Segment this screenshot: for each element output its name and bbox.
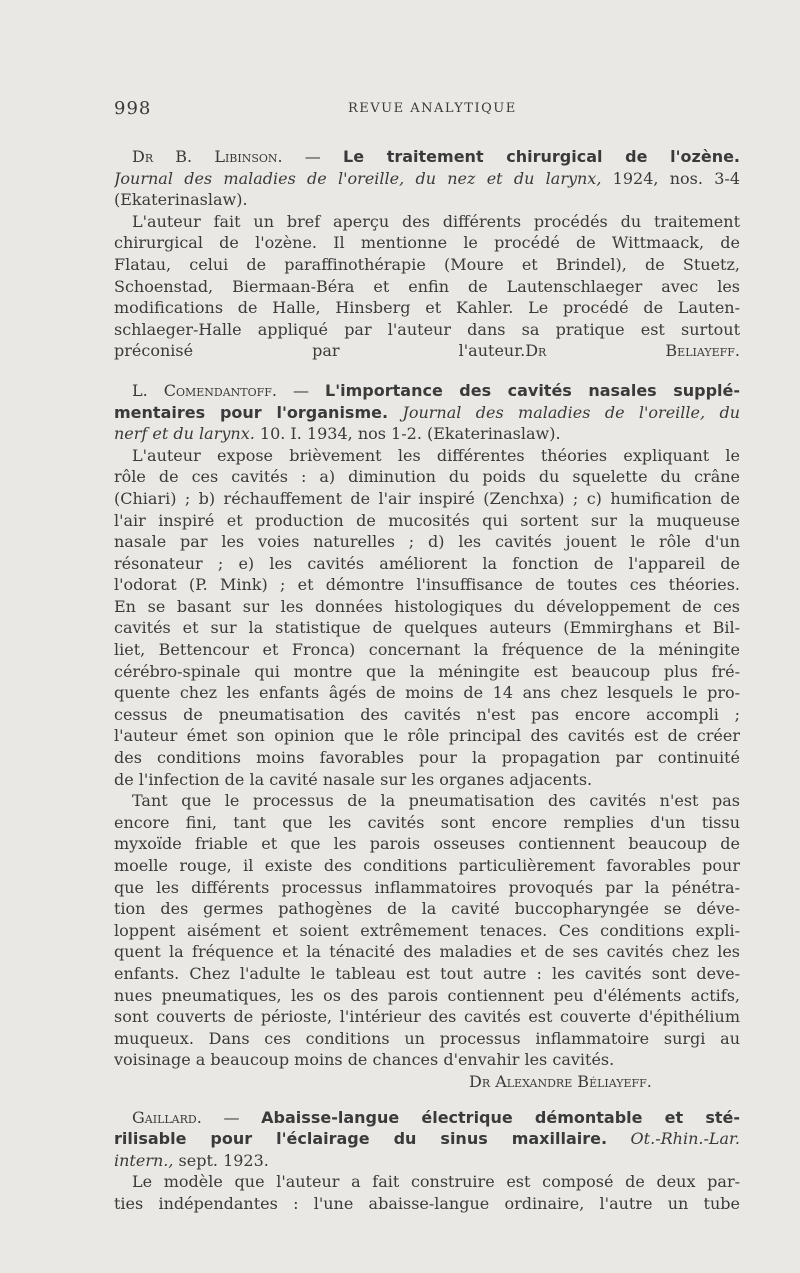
running-head: [114, 98, 740, 122]
article-3-journal: Ot.-Rhin.-Lar.: [607, 1129, 740, 1149]
article-3-title: Abaisse-langue électrique démontable et sté-: [261, 1107, 740, 1127]
body-line: modifications de Halle, Hinsberg et Kahler. Le procédé de Lauten-: [114, 298, 740, 318]
body-line: L'auteur expose brièvement les différentes théories expliquant le: [132, 445, 740, 465]
body-line: ties indépendantes : l'une abaisse-langue ordinaire, l'autre un tube: [114, 1193, 740, 1213]
article-1: [114, 146, 740, 362]
body-line: moelle rouge, il existe des conditions particulièrement favorables pour: [114, 856, 740, 875]
body-line: résonateur ; e) les cavités améliorent la fonction de l'appareil de: [114, 553, 740, 573]
body-line: encore fini, tant que les cavités sont encore remplies d'un tissu: [114, 812, 740, 832]
spacer: [114, 1093, 740, 1107]
article-3-journal-line: [114, 1150, 740, 1172]
article-3-journal-cont: intern.,: [114, 1150, 174, 1170]
body-line: Flatau, celui de paraffinothérapie (Moure et Brindel), de Stuetz,: [114, 254, 740, 274]
spacer: [114, 362, 740, 380]
body-line: l'air inspiré et production de mucosités qui sortent sur la muqueuse: [114, 510, 740, 530]
body-line: cavités et sur la statistique de quelques auteurs (Emmirghans et Bil-: [114, 618, 740, 638]
body-line: loppent aisément et soient extrêmement tenaces. Ces conditions expli-: [114, 920, 740, 940]
body-line: de l'infection de la cavité nasale sur les organes adjacents.: [114, 769, 593, 789]
body-line: quente chez les enfants âgés de moins de 14 ans chez lesquels le pro-: [114, 683, 740, 703]
body-line: enfants. Chez l'adulte le tableau est tout autre : les cavités sont deve-: [114, 963, 740, 983]
article-2: [114, 380, 740, 1093]
body-line: nasale par les voies naturelles ; d) les cavités jouent le rôle d'un: [114, 532, 740, 552]
body-line: des conditions moins favorables pour la propagation par continuité: [114, 748, 740, 768]
body-line: nues pneumatiques, les os des parois contiennent peu d'éléments actifs,: [114, 985, 740, 1005]
separator: —: [282, 147, 343, 166]
body-line: rôle de ces cavités : a) diminution du poids du squelette du crâne: [114, 467, 740, 487]
article-3-date: sept. 1923.: [173, 1150, 269, 1170]
body-line: schlaeger-Halle appliqué par l'auteur dans sa pratique est surtout: [114, 319, 740, 339]
article-3: [114, 1107, 740, 1215]
article-1-place: (Ekaterinaslaw).: [114, 190, 248, 210]
body-line: sont couverts de périoste, l'intérieur des cavités est couverte d'épithélium: [114, 1007, 740, 1027]
body-line: (Chiari) ; b) réchauffement de l'air inspiré (Zenchxa) ; c) humification de: [114, 488, 740, 508]
body-line: Tant que le processus de la pneumatisation des cavités n'est pas: [132, 791, 740, 811]
body-line: L'auteur fait un bref aperçu des différents procédés du traitement: [132, 211, 740, 231]
article-2-title: L'importance des cavités nasales supplé-: [325, 380, 740, 400]
article-2-heading: [114, 380, 740, 402]
body-line: Le modèle que l'auteur a fait construire est composé de deux par-: [132, 1172, 740, 1192]
article-3-heading: [114, 1107, 740, 1129]
article-3-heading-cont: [114, 1128, 740, 1150]
body-line: liet, Bettencour et Fronca) concernant la fréquence de la méningite: [114, 640, 740, 660]
article-1-title: Le traitement chirurgical de l'ozène.: [343, 147, 740, 166]
article-2-journal-cont: nerf et du larynx.: [114, 424, 255, 444]
article-1-issue: 1924, nos. 3-4: [601, 168, 740, 188]
body-line: que les différents processus inflammatoires provoqués par la pénétra-: [114, 877, 740, 897]
body-line: cérébro-spinale qui montre que la méningite est beaucoup plus fré-: [114, 661, 740, 681]
body-line: l'auteur émet son opinion que le rôle principal des cavités est de créer: [114, 726, 740, 746]
article-1-heading: [114, 146, 740, 168]
page-content: [114, 146, 740, 1215]
page-number: 998: [114, 98, 152, 119]
article-3-title-cont: rilisable pour l'éclairage du sinus maxillaire.: [114, 1129, 608, 1149]
separator: —: [277, 380, 326, 400]
running-title: REVUE ANALYTIQUE: [348, 101, 517, 116]
article-2-title-cont: mentaires pour l'organisme.: [114, 402, 389, 422]
article-2-author: L. Comendantoff.: [132, 380, 277, 400]
body-line: myxoïde friable et que les parois osseuses contiennent beaucoup de: [114, 834, 740, 854]
body-line-end: préconisé par l'auteur.: [114, 341, 526, 361]
article-2-journal-line: [114, 423, 740, 445]
body-line: Schoenstad, Biermaan-Béra et enfin de Lautenschlaeger avec les: [114, 276, 740, 296]
article-2-heading-cont: [114, 402, 740, 424]
article-1-journal: Journal des maladies de l'oreille, du nez et du larynx,: [114, 168, 602, 188]
article-1-signature: Dr Beliayeff.: [525, 341, 740, 361]
body-line: cessus de pneumatisation des cavités n'est pas encore accompli ;: [114, 704, 740, 724]
body-line: muqueux. Dans ces conditions un processus inflammatoire surgi au: [114, 1028, 740, 1048]
article-2-issue: 10. I. 1934, nos 1-2. (Ekaterinaslaw).: [254, 424, 561, 444]
body-line: voisinage a beaucoup moins de chances d'envahir les cavités.: [114, 1050, 615, 1070]
article-1-journal-line: [114, 168, 740, 190]
body-line: quent la fréquence et la ténacité des maladies et de ses cavités chez les: [114, 942, 740, 962]
body-line: En se basant sur les données histologiques du développement de ces: [114, 596, 740, 616]
article-1-author: Dr B. Libinson.: [132, 147, 283, 166]
article-1-last-line: [114, 340, 740, 362]
separator: —: [201, 1107, 262, 1127]
article-3-author: Gaillard.: [132, 1107, 202, 1127]
body-line: l'odorat (P. Mink) ; et démontre l'insuffisance de toutes ces théories.: [114, 575, 740, 595]
article-2-journal: Journal des maladies de l'oreille, du: [388, 402, 740, 422]
body-line: tion des germes pathogènes de la cavité buccopharyngée se déve-: [114, 899, 740, 919]
body-line: chirurgical de l'ozène. Il mentionne le procédé de Wittmaack, de: [114, 233, 740, 253]
article-2-signature: Dr Alexandre Béliayeff.: [469, 1071, 652, 1091]
